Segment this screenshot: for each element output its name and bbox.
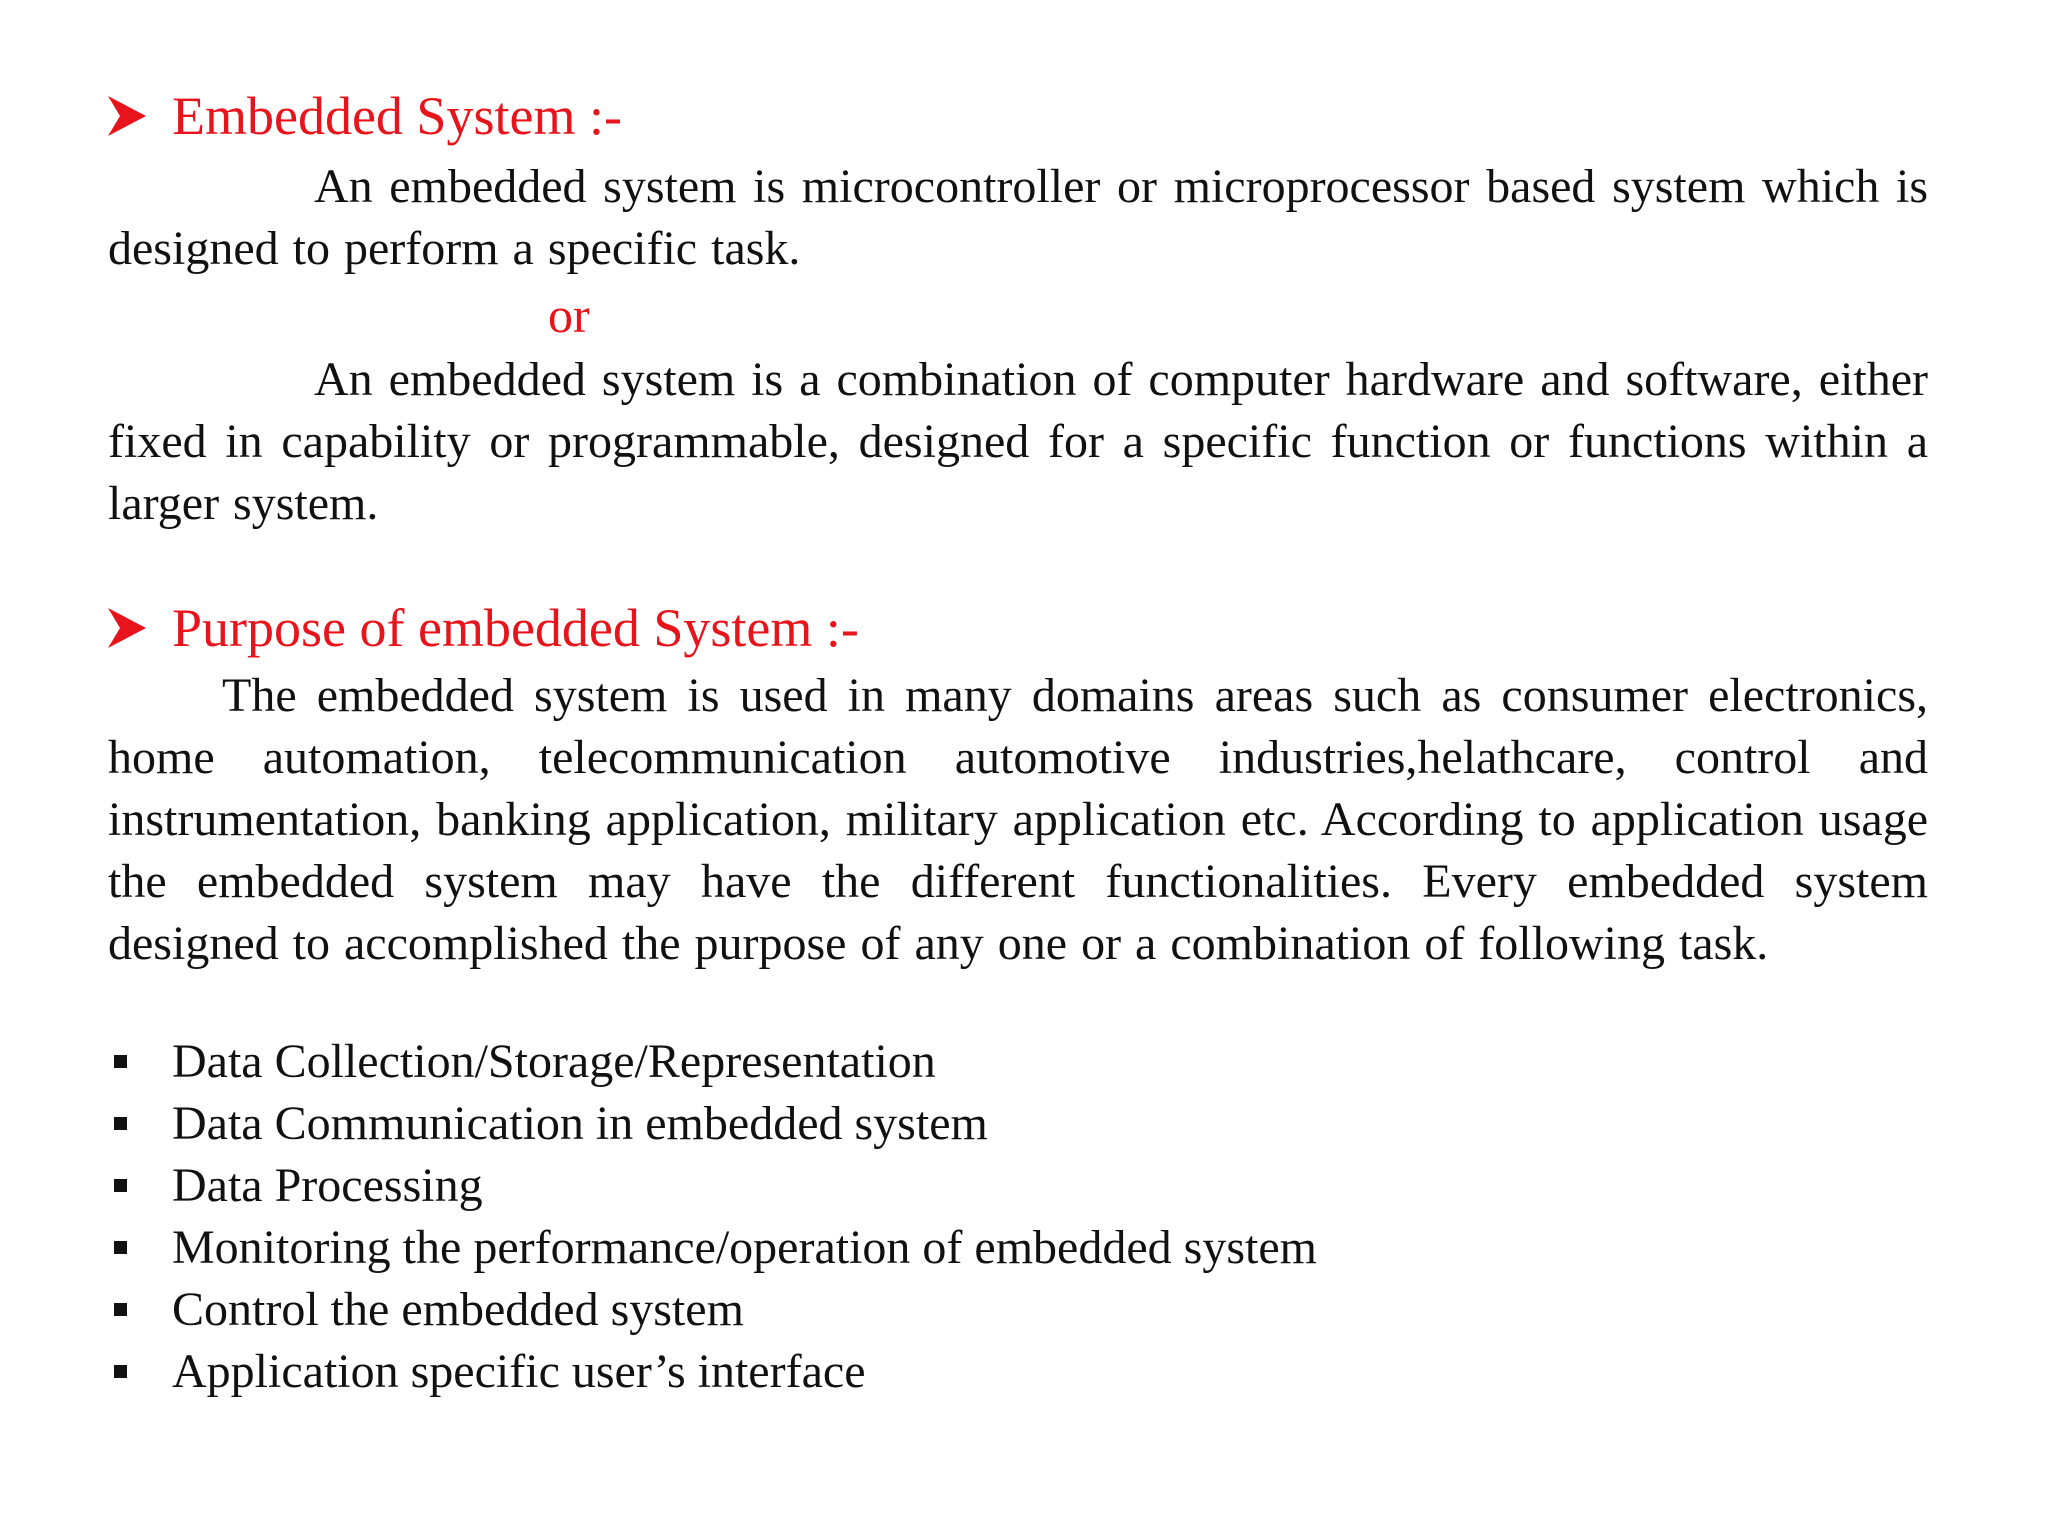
square-bullet-icon (114, 1303, 127, 1316)
list-item-text: Control the embedded system (172, 1282, 744, 1336)
list-item (108, 1030, 1317, 1092)
list-item-text: Data Collection/Storage/Representation (172, 1034, 936, 1088)
list-item-text: Application specific user’s interface (172, 1344, 866, 1398)
square-bullet-icon (114, 1117, 127, 1130)
section-heading-embedded-system (108, 86, 622, 146)
square-bullet-icon (114, 1241, 127, 1254)
arrowhead-bullet-icon (108, 608, 146, 648)
definition-paragraph-2: An embedded system is a combination of computer hardware and software, either fixed in capability or programmable, designed for a specific function or functions within a larger system. (108, 353, 1928, 530)
purpose-paragraph: The embedded system is used in many domains areas such as consumer electronics, home automation, telecommunication automotive industries,helathcare, control and instrumentation, banking application, military application etc. According to application usage the embedded system may have the different functionalities. Every embedded system designed to accomplished the purpose of any one or a combination of following task. (108, 669, 1928, 970)
list-item (108, 1092, 1317, 1154)
section-heading-purpose (108, 598, 859, 658)
arrowhead-bullet-icon (108, 96, 146, 136)
list-item (108, 1278, 1317, 1340)
square-bullet-icon (114, 1365, 127, 1378)
task-list (108, 1030, 1317, 1402)
list-item-text: Monitoring the performance/operation of embedded system (172, 1220, 1317, 1274)
list-item-text: Data Communication in embedded system (172, 1096, 988, 1150)
heading-text: Purpose of embedded System :- (172, 598, 859, 658)
list-item-text: Data Processing (172, 1158, 483, 1212)
or-separator: or (548, 287, 590, 343)
list-item (108, 1216, 1317, 1278)
heading-text: Embedded System :- (172, 86, 622, 146)
list-item (108, 1154, 1317, 1216)
list-item (108, 1340, 1317, 1402)
square-bullet-icon (114, 1179, 127, 1192)
definition-paragraph-1: An embedded system is microcontroller or microprocessor based system which is designed to perform a specific task. (108, 160, 1928, 275)
square-bullet-icon (114, 1055, 127, 1068)
